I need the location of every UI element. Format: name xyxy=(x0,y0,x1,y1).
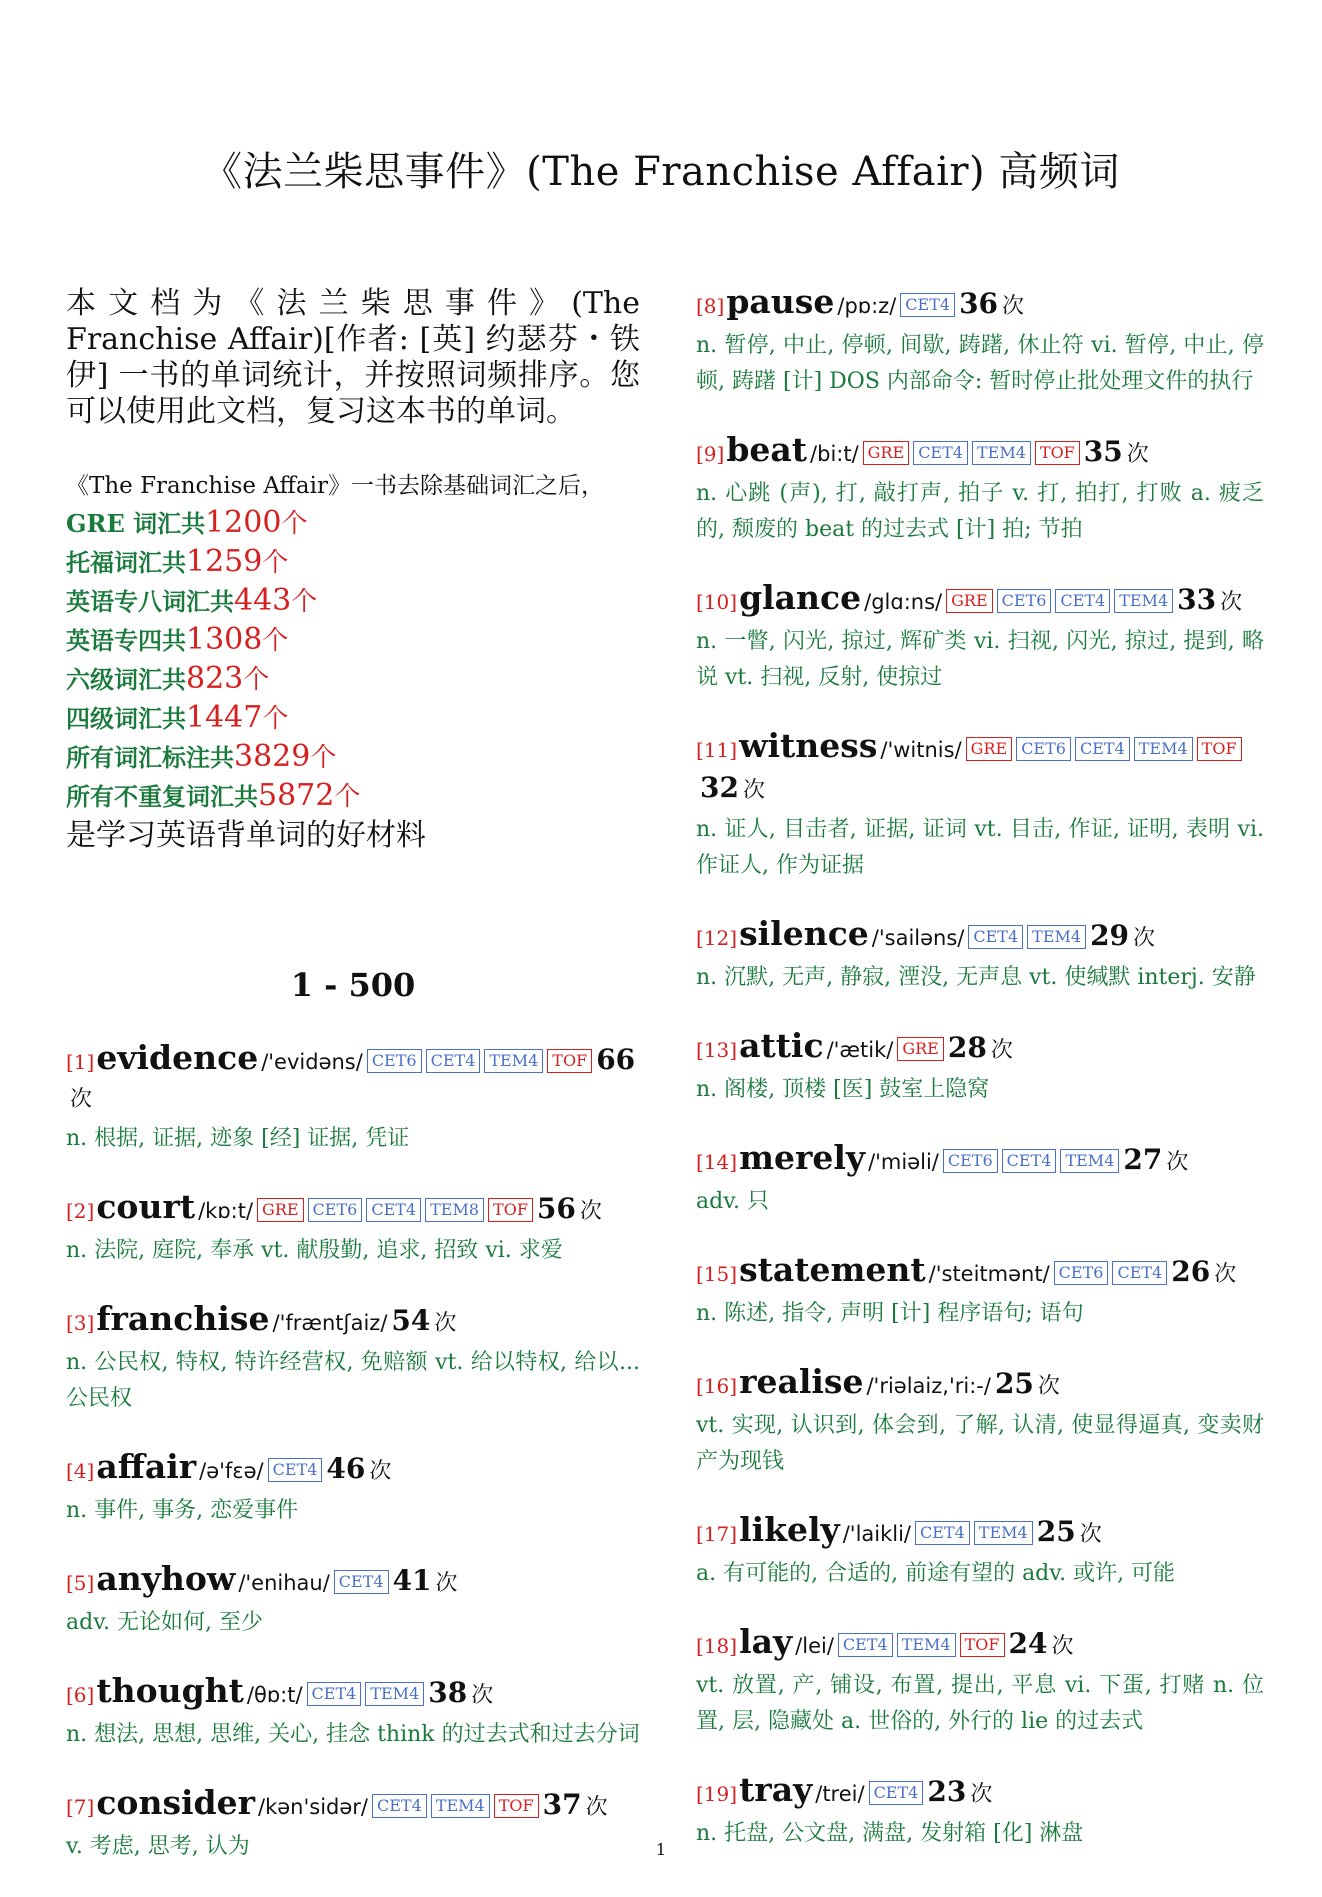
entry-word: pause xyxy=(726,282,835,321)
entry-count: 26 xyxy=(1171,1255,1211,1288)
entry-times-label: 次 xyxy=(1133,926,1156,951)
entry-times-label: 次 xyxy=(471,1683,494,1708)
entry-phonetic: /'enihau/ xyxy=(238,1571,330,1595)
stat-value: 1447 xyxy=(186,700,263,735)
tag-badge: TEM4 xyxy=(365,1682,424,1706)
word-entry xyxy=(696,1252,1264,1332)
entry-index: [13] xyxy=(696,1038,738,1062)
entry-definition: a. 有可能的, 合适的, 前途有望的 adv. 或许, 可能 xyxy=(696,1561,1176,1586)
entry-word: lay xyxy=(739,1622,793,1661)
entry-head xyxy=(696,1028,1264,1070)
word-entry xyxy=(696,1364,1264,1480)
entry-count: 38 xyxy=(428,1676,468,1709)
stat-label: GRE 词汇共 xyxy=(66,509,206,538)
entry-head xyxy=(696,916,1264,958)
tag-badge: CET4 xyxy=(900,293,955,317)
entry-times-label: 次 xyxy=(742,778,765,803)
tag-badge: TOF xyxy=(1035,441,1080,465)
stat-row xyxy=(66,504,640,543)
tag-badge: CET4 xyxy=(268,1458,323,1482)
stat-label: 六级词汇共 xyxy=(66,665,186,694)
tag-badge: TEM8 xyxy=(425,1198,484,1222)
stats-intro: 《The Franchise Affair》一书去除基础词汇之后， xyxy=(66,473,604,499)
entry-index: [3] xyxy=(66,1311,95,1335)
stat-unit: 个 xyxy=(262,548,289,578)
entry-index: [12] xyxy=(696,926,738,950)
entry-times-label: 次 xyxy=(435,1571,458,1596)
tag-badge: GRE xyxy=(946,589,993,613)
entry-index: [11] xyxy=(696,738,738,762)
entry-phonetic: /'miəli/ xyxy=(868,1150,939,1174)
entry-phonetic: /'steitmənt/ xyxy=(928,1262,1050,1286)
tag-badge: CET4 xyxy=(838,1633,893,1657)
word-entry xyxy=(66,1189,640,1269)
entry-definition: n. 一瞥, 闪光, 掠过, 辉矿类 vi. 扫视, 闪光, 掠过, 提到, 略说 vt. 扫视, 反射, 使掠过 xyxy=(696,629,1264,690)
entry-index: [8] xyxy=(696,294,725,318)
stat-row xyxy=(66,582,640,621)
tag-badge: TOF xyxy=(494,1794,539,1818)
tag-badge: TOF xyxy=(547,1049,592,1073)
entry-phonetic: /'riəlaiz,'ri:-/ xyxy=(866,1374,991,1398)
entry-phonetic: /'evidəns/ xyxy=(261,1050,363,1074)
stat-value: 823 xyxy=(186,661,244,696)
entry-count: 27 xyxy=(1123,1143,1163,1176)
entry-times-label: 次 xyxy=(1079,1522,1102,1547)
entry-list-left xyxy=(66,1040,640,1865)
entry-index: [16] xyxy=(696,1374,738,1398)
entry-phonetic: /trei/ xyxy=(815,1782,865,1806)
entry-word: glance xyxy=(739,578,862,617)
entry-definition: n. 阁楼, 顶楼 [医] 鼓室上隐窝 xyxy=(696,1077,990,1102)
entry-count: 41 xyxy=(392,1564,432,1597)
stat-label: 英语专四共 xyxy=(66,626,186,655)
range-heading: 1 - 500 xyxy=(290,966,416,1004)
tag-badge: TEM4 xyxy=(897,1633,956,1657)
entry-times-label: 次 xyxy=(1051,1634,1074,1659)
entry-phonetic: /lei/ xyxy=(795,1634,834,1658)
entry-times-label: 次 xyxy=(1214,1262,1237,1287)
stat-row xyxy=(66,699,640,738)
stat-value: 443 xyxy=(234,583,292,618)
entry-head xyxy=(66,1561,640,1603)
left-column xyxy=(66,286,640,1897)
intro-paragraph: 本文档为《法兰柴思事件》(The Franchise Affair)[作者: [英] 约瑟芬・铁伊] 一书的单词统计，并按照词频排序。您可以使用此文档，复习这本书的单词。 xyxy=(66,286,640,429)
entry-word: beat xyxy=(726,430,808,469)
stat-unit: 个 xyxy=(243,665,270,695)
entry-index: [7] xyxy=(66,1795,95,1819)
stat-unit: 个 xyxy=(291,587,318,617)
entry-index: [19] xyxy=(696,1782,738,1806)
entry-head xyxy=(696,1512,1264,1554)
entry-word: merely xyxy=(739,1138,866,1177)
tag-badge: CET4 xyxy=(372,1794,427,1818)
word-entry xyxy=(696,432,1264,548)
entry-word: attic xyxy=(739,1026,824,1065)
entry-definition: vt. 放置, 产, 铺设, 布置, 提出, 平息 vi. 下蛋, 打赌 n. 位置, 层, 隐藏处 a. 世俗的, 外行的 lie 的过去式 xyxy=(696,1673,1264,1734)
tag-badge: CET4 xyxy=(968,925,1023,949)
tag-badge: GRE xyxy=(897,1037,944,1061)
entry-count: 46 xyxy=(326,1452,366,1485)
entry-phonetic: /θɒ:t/ xyxy=(246,1683,303,1707)
tag-badge: TEM4 xyxy=(484,1049,543,1073)
entry-times-label: 次 xyxy=(990,1038,1013,1063)
entry-phonetic: /glɑ:ns/ xyxy=(864,590,943,614)
entry-head xyxy=(696,1252,1264,1294)
stats-block xyxy=(66,468,640,854)
entry-index: [18] xyxy=(696,1634,738,1658)
word-entry xyxy=(696,728,1264,884)
entry-count: 24 xyxy=(1008,1627,1048,1660)
stat-row xyxy=(66,621,640,660)
word-entry xyxy=(696,1624,1264,1740)
entry-count: 56 xyxy=(536,1192,576,1225)
entry-definition: n. 想法, 思想, 思维, 关心, 挂念 think 的过去式和过去分词 xyxy=(66,1722,640,1747)
entry-index: [6] xyxy=(66,1683,95,1707)
entry-definition: n. 证人, 目击者, 证据, 证词 vt. 目击, 作证, 证明, 表明 vi. 作证人, 作为证据 xyxy=(696,817,1264,878)
entry-index: [15] xyxy=(696,1262,738,1286)
tag-badge: CET4 xyxy=(366,1198,421,1222)
entry-head xyxy=(696,284,1264,326)
word-entry xyxy=(696,916,1264,996)
right-column xyxy=(696,284,1264,1884)
tag-badge: TEM4 xyxy=(431,1794,490,1818)
entry-index: [17] xyxy=(696,1522,738,1546)
entry-definition: adv. 无论如何, 至少 xyxy=(66,1610,263,1635)
entry-word: tray xyxy=(739,1770,813,1809)
entry-definition: n. 公民权, 特权, 特许经营权, 免赔额 vt. 给以特权, 给以... 公民权 xyxy=(66,1350,640,1411)
entry-count: 66 xyxy=(596,1043,636,1076)
entry-phonetic: /kən'sidər/ xyxy=(258,1795,368,1819)
entry-times-label: 次 xyxy=(369,1459,392,1484)
entry-definition: n. 托盘, 公文盘, 满盘, 发射箱 [化] 淋盘 xyxy=(696,1821,1084,1846)
tag-badge: GRE xyxy=(863,441,910,465)
word-entry xyxy=(66,1040,640,1157)
entry-word: silence xyxy=(739,914,869,953)
stat-label: 英语专八词汇共 xyxy=(66,587,234,616)
tag-badge: TEM4 xyxy=(1027,925,1086,949)
word-entry xyxy=(696,1512,1264,1592)
entry-head xyxy=(696,1772,1264,1814)
entry-head xyxy=(696,432,1264,474)
entry-phonetic: /'fræntʃaiz/ xyxy=(272,1311,388,1335)
tag-badge: GRE xyxy=(257,1198,304,1222)
entry-index: [14] xyxy=(696,1150,738,1174)
entry-word: court xyxy=(96,1187,196,1226)
entry-head xyxy=(66,1040,640,1119)
stat-value: 1308 xyxy=(186,622,263,657)
tag-badge: TEM4 xyxy=(1114,589,1173,613)
tag-badge: TEM4 xyxy=(1060,1149,1119,1173)
tag-badge: TOF xyxy=(1197,737,1242,761)
stat-row xyxy=(66,777,640,816)
tag-badge: CET4 xyxy=(1002,1149,1057,1173)
tag-badge: CET4 xyxy=(915,1521,970,1545)
entry-index: [10] xyxy=(696,590,738,614)
word-entry xyxy=(696,580,1264,696)
entry-definition: n. 心跳 (声), 打, 敲打声, 拍子 v. 打, 拍打, 打败 a. 疲乏的, 颓废的 beat 的过去式 [计] 拍; 节拍 xyxy=(696,481,1264,542)
entry-word: witness xyxy=(739,726,878,765)
entry-phonetic: /bi:t/ xyxy=(810,442,859,466)
entry-phonetic: /kɒ:t/ xyxy=(198,1199,254,1223)
entry-count: 54 xyxy=(391,1304,431,1337)
entry-count: 35 xyxy=(1083,435,1123,468)
word-entry xyxy=(696,284,1264,400)
entry-count: 36 xyxy=(959,287,999,320)
entry-times-label: 次 xyxy=(70,1087,93,1112)
entry-times-label: 次 xyxy=(585,1795,608,1820)
entry-word: realise xyxy=(739,1362,864,1401)
entry-head xyxy=(66,1785,640,1827)
stat-unit: 个 xyxy=(262,626,289,656)
page-title: 《法兰柴思事件》(The Franchise Affair) 高频词 xyxy=(202,149,1120,195)
entry-index: [1] xyxy=(66,1050,95,1074)
tag-badge: CET4 xyxy=(869,1781,924,1805)
entry-phonetic: /'sailəns/ xyxy=(871,926,965,950)
entry-head xyxy=(696,1364,1264,1406)
word-entry xyxy=(66,1561,640,1641)
entry-definition: vt. 实现, 认识到, 体会到, 了解, 认清, 使显得逼真, 变卖财产为现钱 xyxy=(696,1413,1264,1474)
entry-times-label: 次 xyxy=(1126,442,1149,467)
word-entry xyxy=(66,1449,640,1529)
tag-badge: TEM4 xyxy=(974,1521,1033,1545)
entry-head xyxy=(66,1189,640,1231)
stat-label: 所有不重复词汇共 xyxy=(66,782,258,811)
entry-definition: adv. 只 xyxy=(696,1189,770,1214)
stat-value: 1200 xyxy=(205,505,282,540)
stat-unit: 个 xyxy=(334,782,361,812)
entry-word: anyhow xyxy=(96,1559,236,1598)
stat-row xyxy=(66,543,640,582)
entry-index: [4] xyxy=(66,1459,95,1483)
entry-word: affair xyxy=(96,1447,197,1486)
tag-badge: CET4 xyxy=(426,1049,481,1073)
stats-list xyxy=(66,504,640,816)
tag-badge: CET4 xyxy=(307,1682,362,1706)
tag-badge: CET6 xyxy=(1054,1261,1109,1285)
entry-list-right xyxy=(696,284,1264,1852)
tag-badge: GRE xyxy=(966,737,1013,761)
word-entry xyxy=(66,1673,640,1753)
stat-value: 3829 xyxy=(234,739,311,774)
entry-word: consider xyxy=(96,1783,256,1822)
entry-definition: n. 根据, 证据, 迹象 [经] 证据, 凭证 xyxy=(66,1126,410,1151)
tag-badge: CET4 xyxy=(334,1570,389,1594)
entry-definition: n. 事件, 事务, 恋爱事件 xyxy=(66,1498,299,1523)
tag-badge: TEM4 xyxy=(1134,737,1193,761)
entry-definition: v. 考虑, 思考, 认为 xyxy=(66,1834,250,1859)
stat-unit: 个 xyxy=(281,509,308,539)
tag-badge: CET6 xyxy=(308,1198,363,1222)
entry-head xyxy=(696,1624,1264,1666)
entry-head xyxy=(66,1449,640,1491)
entry-phonetic: /'laikli/ xyxy=(842,1522,912,1546)
entry-phonetic: /pɒ:z/ xyxy=(837,294,897,318)
tag-badge: CET4 xyxy=(1075,737,1130,761)
tag-badge: CET4 xyxy=(913,441,968,465)
entry-head xyxy=(66,1301,640,1343)
stats-outro: 是学习英语背单词的好材料 xyxy=(66,818,426,853)
entry-count: 23 xyxy=(927,1775,967,1808)
entry-head xyxy=(696,1140,1264,1182)
entry-times-label: 次 xyxy=(579,1199,602,1224)
tag-badge: CET6 xyxy=(943,1149,998,1173)
entry-definition: n. 法院, 庭院, 奉承 vt. 献殷勤, 追求, 招致 vi. 求爱 xyxy=(66,1238,563,1263)
stat-unit: 个 xyxy=(310,743,337,773)
entry-word: evidence xyxy=(96,1038,259,1077)
stat-row xyxy=(66,660,640,699)
tag-badge: CET6 xyxy=(367,1049,422,1073)
tag-badge: TEM4 xyxy=(972,441,1031,465)
entry-head xyxy=(696,728,1264,810)
entry-word: likely xyxy=(739,1510,840,1549)
entry-times-label: 次 xyxy=(1220,590,1243,615)
stat-unit: 个 xyxy=(262,704,289,734)
entry-phonetic: /'ætik/ xyxy=(826,1038,894,1062)
entry-definition: n. 暂停, 中止, 停顿, 间歇, 踌躇, 休止符 vi. 暂停, 中止, 停顿, 踌躇 [计] DOS 内部命令: 暂时停止批处理文件的执行 xyxy=(696,333,1264,394)
page-number: 1 xyxy=(655,1840,667,1859)
entry-word: statement xyxy=(739,1250,926,1289)
stat-value: 1259 xyxy=(186,544,263,579)
entry-times-label: 次 xyxy=(1166,1150,1189,1175)
entry-times-label: 次 xyxy=(1002,294,1025,319)
entry-count: 37 xyxy=(542,1788,582,1821)
entry-phonetic: /'witnis/ xyxy=(880,738,962,762)
entry-times-label: 次 xyxy=(434,1311,457,1336)
word-entry xyxy=(696,1140,1264,1220)
entry-word: franchise xyxy=(96,1299,270,1338)
tag-badge: CET6 xyxy=(997,589,1052,613)
entry-count: 25 xyxy=(1036,1515,1076,1548)
entry-head xyxy=(66,1673,640,1715)
word-entry xyxy=(66,1301,640,1417)
tag-badge: CET4 xyxy=(1112,1261,1167,1285)
entry-times-label: 次 xyxy=(970,1782,993,1807)
tag-badge: CET6 xyxy=(1016,737,1071,761)
entry-count: 28 xyxy=(947,1031,987,1064)
tag-badge: TOF xyxy=(960,1633,1005,1657)
entry-times-label: 次 xyxy=(1037,1374,1060,1399)
stat-label: 托福词汇共 xyxy=(66,548,186,577)
tag-badge: TOF xyxy=(488,1198,533,1222)
tag-badge: CET4 xyxy=(1055,589,1110,613)
word-entry xyxy=(696,1028,1264,1108)
stat-label: 四级词汇共 xyxy=(66,704,186,733)
entry-index: [2] xyxy=(66,1199,95,1223)
entry-index: [5] xyxy=(66,1571,95,1595)
entry-count: 25 xyxy=(994,1367,1034,1400)
entry-phonetic: /ə'fɛə/ xyxy=(199,1459,264,1483)
stat-label: 所有词汇标注共 xyxy=(66,743,234,772)
stat-value: 5872 xyxy=(258,778,335,813)
entry-index: [9] xyxy=(696,442,725,466)
entry-word: thought xyxy=(96,1671,244,1710)
stat-row xyxy=(66,738,640,777)
entry-count: 32 xyxy=(700,771,739,804)
entry-definition: n. 陈述, 指令, 声明 [计] 程序语句; 语句 xyxy=(696,1301,1084,1326)
entry-count: 29 xyxy=(1090,919,1130,952)
entry-definition: n. 沉默, 无声, 静寂, 湮没, 无声息 vt. 使缄默 interj. 安静 xyxy=(696,965,1256,990)
entry-count: 33 xyxy=(1177,583,1217,616)
entry-head xyxy=(696,580,1264,622)
